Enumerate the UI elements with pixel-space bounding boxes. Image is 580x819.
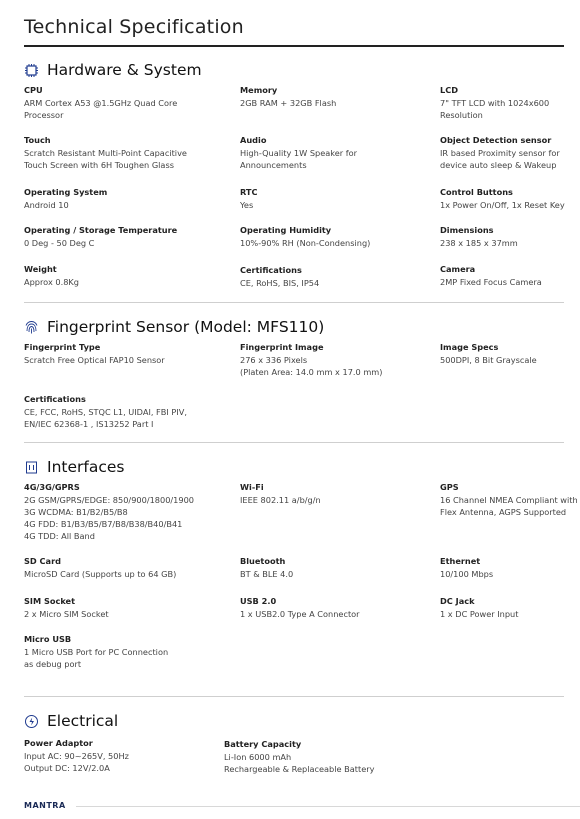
- page-title: Technical Specification: [24, 16, 244, 38]
- spec-micro-usb: Micro USB 1 Micro USB Port for PC Connection as debug port: [24, 634, 169, 669]
- spec-object-detection: Object Detection sensor IR based Proximity sensor for device auto sleep & Wakeup: [440, 135, 560, 170]
- spec-fingerprint-image: Fingerprint Image 276 x 336 Pixels (Platen Area: 14.0 mm x 17.0 mm): [240, 342, 383, 377]
- spec-cpu: CPU ARM Cortex A53 @1.5GHz Quad Core Processor: [24, 85, 178, 120]
- section-divider: [24, 302, 564, 303]
- interfaces-section-header: [24, 458, 124, 476]
- spec-temperature: Operating / Storage Temperature 0 Deg - 50 Deg C: [24, 225, 178, 248]
- spec-power-adaptor: Power Adaptor Input AC: 90~265V, 50Hz Output DC: 12V/2.0A: [24, 738, 129, 773]
- spec-control-buttons: Control Buttons 1x Power On/Off, 1x Reset Key: [440, 187, 565, 210]
- spec-ethernet: Ethernet 10/100 Mbps: [440, 556, 494, 579]
- chip-icon: [24, 63, 39, 78]
- hardware-section-header: [24, 61, 202, 79]
- spec-battery: Battery Capacity Li-Ion 6000 mAh Rechargeable & Replaceable Battery: [224, 739, 375, 774]
- spec-weight: Weight Approx 0.8Kg: [24, 264, 79, 287]
- spec-audio: Audio High-Quality 1W Speaker for Announcements: [240, 135, 357, 170]
- spec-gps: GPS 16 Channel NMEA Compliant with Flex Antenna, AGPS Supported: [440, 482, 578, 517]
- power-icon: [24, 714, 39, 729]
- section-divider: [24, 442, 564, 443]
- footer-divider: [76, 806, 580, 807]
- spec-lcd: LCD 7" TFT LCD with 1024x600 Resolution: [440, 85, 550, 120]
- section-title: Hardware & System: [47, 61, 202, 79]
- spec-fp-certifications: Certifications CE, FCC, RoHS, STQC L1, UIDAI, FBI PIV, EN/IEC 62368-1 , IS13252 Part I: [24, 394, 187, 429]
- spec-cellular: 4G/3G/GPRS 2G GSM/GPRS/EDGE: 850/900/1800/1900 3G WCDMA: B1/B2/B5/B8 4G FDD: B1/B3/B5/B7/B8/B38/B40/B41 4G TDD: All Band: [24, 482, 195, 541]
- section-title: Fingerprint Sensor (Model: MFS110): [47, 318, 325, 336]
- title-divider: [24, 45, 564, 47]
- spec-certifications: Certifications CE, RoHS, BIS, IP54: [240, 265, 320, 288]
- spec-rtc: RTC Yes: [240, 187, 258, 210]
- spec-memory: Memory 2GB RAM + 32GB Flash: [240, 85, 337, 108]
- spec-camera: Camera 2MP Fixed Focus Camera: [440, 264, 542, 287]
- spec-bluetooth: Bluetooth BT & BLE 4.0: [240, 556, 294, 579]
- spec-usb: USB 2.0 1 x USB2.0 Type A Connector: [240, 596, 360, 619]
- spec-os: Operating System Android 10: [24, 187, 108, 210]
- spec-dimensions: Dimensions 238 x 185 x 37mm: [440, 225, 518, 248]
- spec-image-specs: Image Specs 500DPI, 8 Bit Grayscale: [440, 342, 537, 365]
- spec-humidity: Operating Humidity 10%-90% RH (Non-Condensing): [240, 225, 371, 248]
- spec-sim-socket: SIM Socket 2 x Micro SIM Socket: [24, 596, 109, 619]
- spec-dc-jack: DC Jack 1 x DC Power Input: [440, 596, 519, 619]
- fingerprint-section-header: [24, 318, 324, 336]
- section-divider: [24, 696, 564, 697]
- section-title: Electrical: [47, 712, 119, 730]
- spec-sd-card: SD Card MicroSD Card (Supports up to 64 GB): [24, 556, 177, 579]
- port-icon: [24, 460, 39, 475]
- brand-logo: MANTRA: [24, 801, 66, 810]
- section-title: Interfaces: [47, 458, 125, 476]
- spec-touch: Touch Scratch Resistant Multi-Point Capacitive Touch Screen with 6H Toughen Glass: [24, 135, 187, 170]
- spec-fingerprint-type: Fingerprint Type Scratch Free Optical FAP10 Sensor: [24, 342, 165, 365]
- electrical-section-header: [24, 712, 118, 730]
- spec-wifi: Wi-Fi IEEE 802.11 a/b/g/n: [240, 482, 321, 505]
- fingerprint-icon: [24, 320, 39, 335]
